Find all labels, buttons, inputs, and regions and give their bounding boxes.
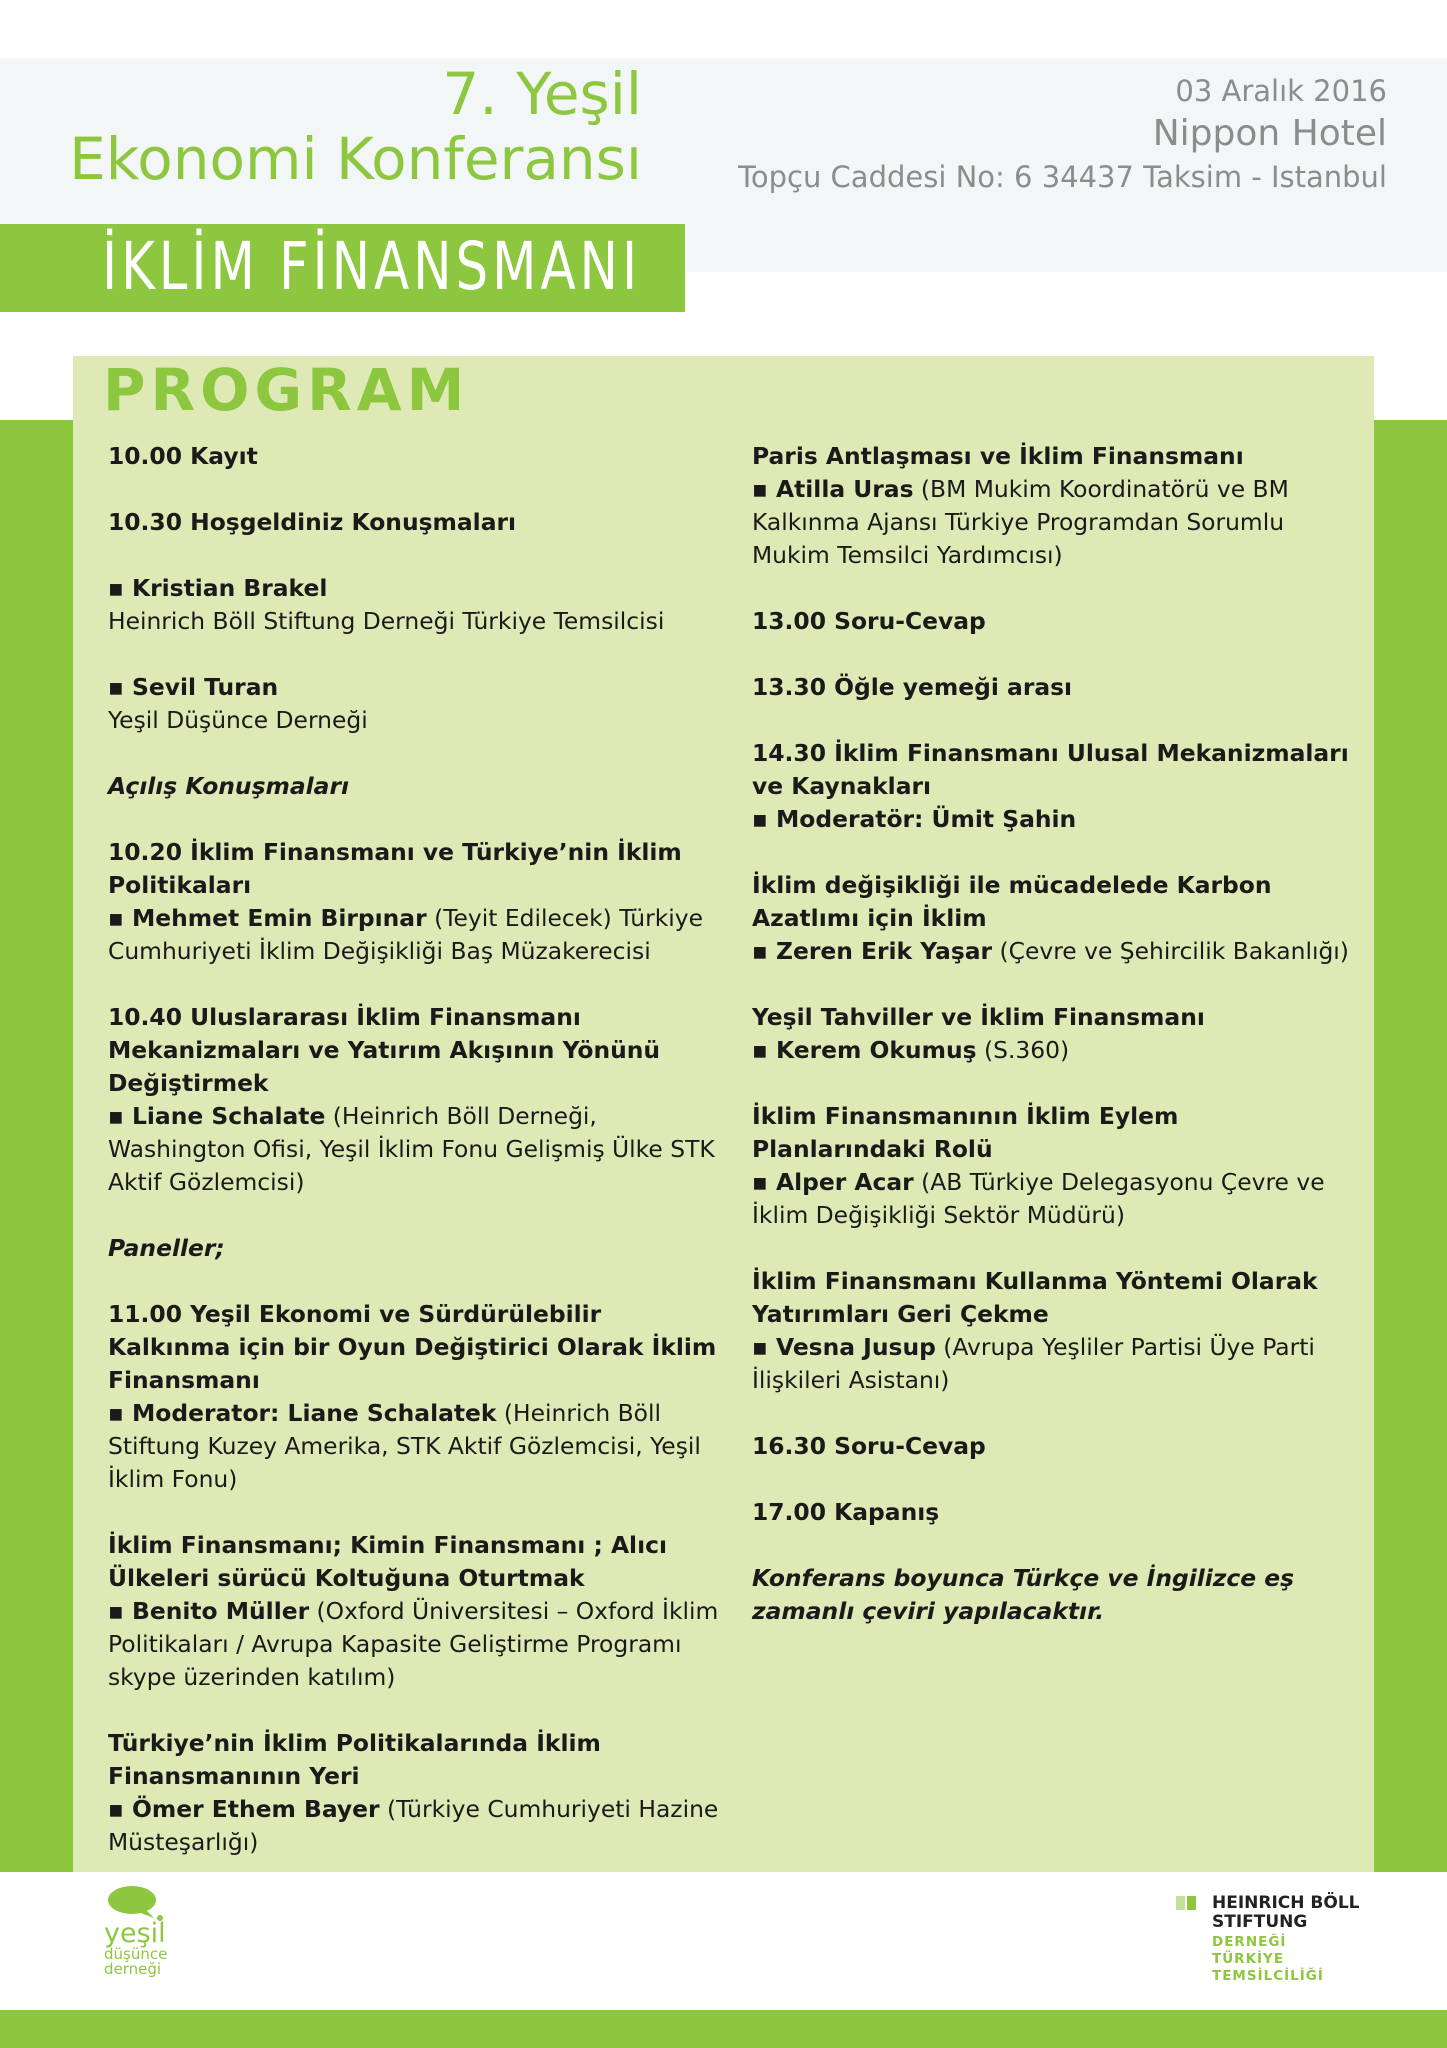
speaker-name: ▪ Atilla Uras xyxy=(752,475,914,503)
session-title: 10.40 Uluslararası İklim Finansmanı Mekanizmaları ve Yatırım Akışının Yönünü Değiştirmek xyxy=(108,1003,661,1097)
section-label: Açılış Konuşmaları xyxy=(108,772,350,800)
speaker-role: (Teyit Edilecek) Türkiye Cumhuriyeti İklim Değişikliği Baş Müzakerecisi xyxy=(108,904,704,965)
session-title: İklim değişikliği ile mücadelede Karbon Azatlımı için İklim xyxy=(752,871,1272,932)
logo-text-dernegi: derneği xyxy=(104,1960,162,1978)
session-speaker xyxy=(108,902,728,968)
session-title: Türkiye’nin İklim Politikalarında İklim Finansmanının Yeri xyxy=(108,1729,601,1790)
program-panel xyxy=(73,356,1374,1872)
session-speaker xyxy=(752,1034,1352,1067)
speaker-name: ▪ Moderator: Liane Schalatek xyxy=(108,1399,497,1427)
session-title: 11.00 Yeşil Ekonomi ve Sürdürülebilir Kalkınma için bir Oyun Değiştirici Olarak İklim Finansmanı xyxy=(108,1300,717,1394)
session-speaker xyxy=(752,473,1352,572)
theme-banner-text: İKLİM FİNANSMANI xyxy=(101,228,641,305)
session-speaker xyxy=(108,1595,728,1694)
hbs-name-line2: STIFTUNG xyxy=(1212,1912,1308,1932)
logo-text-dusunce: düşünce xyxy=(104,1945,168,1963)
section-label: Paneller; xyxy=(108,1234,225,1262)
program-heading: PROGRAM xyxy=(103,356,470,424)
hbs-name-line1: HEINRICH BÖLL xyxy=(1212,1893,1360,1913)
session-moderator: ▪ Moderatör: Ümit Şahin xyxy=(752,805,1077,833)
agenda-item: 10.00 Kayıt xyxy=(108,442,258,470)
agenda-item: 13.30 Öğle yemeği arası xyxy=(752,673,1073,701)
session-speaker xyxy=(752,1166,1352,1232)
speaker-role: Heinrich Böll Stiftung Derneği Türkiye Temsilcisi xyxy=(108,607,665,635)
speaker-name: ▪ Sevil Turan xyxy=(108,673,279,701)
hbs-sub-line1: DERNEĞİ xyxy=(1212,1934,1287,1950)
program-column-right xyxy=(752,440,1352,1661)
agenda-item: 10.30 Hoşgeldiniz Konuşmaları xyxy=(108,508,517,536)
theme-banner xyxy=(0,224,685,312)
logo-text-yesil: yeşil xyxy=(104,1918,166,1949)
event-venue: Nippon Hotel xyxy=(1152,113,1387,155)
event-date: 03 Aralık 2016 xyxy=(1175,74,1387,108)
agenda-session xyxy=(108,1529,728,1694)
heinrich-boll-logo xyxy=(1176,1894,1376,1994)
session-speaker xyxy=(108,1397,728,1496)
hbs-sub-line2: TÜRKİYE xyxy=(1212,1951,1285,1967)
speaker-name: ▪ Kristian Brakel xyxy=(108,574,328,602)
agenda-item: 13.00 Soru-Cevap xyxy=(752,607,986,635)
hbs-name xyxy=(1212,1894,1360,1932)
agenda-session xyxy=(752,1001,1352,1067)
event-address: Topçu Caddesi No: 6 34437 Taksim - Istanbul xyxy=(738,159,1387,194)
speaker-role: (Oxford Üniversitesi – Oxford İklim Politikaları / Avrupa Kapasite Geliştirme Programı skype üzerinden katılım) xyxy=(108,1597,719,1691)
session-title: Yeşil Tahviller ve İklim Finansmanı xyxy=(752,1003,1205,1031)
agenda-session xyxy=(752,440,1352,572)
agenda-session xyxy=(752,869,1352,968)
session-title: 14.30 İklim Finansmanı Ulusal Mekanizmaları ve Kaynakları xyxy=(752,739,1349,800)
session-speaker xyxy=(108,1100,728,1199)
speaker-entry xyxy=(108,671,728,737)
hbs-subtitle xyxy=(1212,1934,1324,1985)
session-title: İklim Finansmanı; Kimin Finansmanı ; Alıcı Ülkeleri sürücü Koltuğuna Oturtmak xyxy=(108,1531,667,1592)
session-title: Paris Antlaşması ve İklim Finansmanı xyxy=(752,442,1244,470)
speaker-name: ▪ Kerem Okumuş xyxy=(752,1036,977,1064)
speaker-name: ▪ Mehmet Emin Birpınar xyxy=(108,904,427,932)
agenda-item: 17.00 Kapanış xyxy=(752,1498,940,1526)
agenda-session xyxy=(752,1265,1352,1397)
speaker-name: ▪ Ömer Ethem Bayer xyxy=(108,1795,380,1823)
session-speaker xyxy=(752,935,1352,968)
agenda-session xyxy=(108,1298,728,1496)
hbs-squares-icon xyxy=(1176,1896,1206,1912)
speaker-role: Yeşil Düşünce Derneği xyxy=(108,706,368,734)
speaker-name: ▪ Alper Acar xyxy=(752,1168,914,1196)
speaker-role: (Avrupa Yeşliler Partisi Üye Parti İlişkileri Asistanı) xyxy=(752,1333,1315,1394)
speaker-role: (S.360) xyxy=(976,1036,1070,1064)
session-speaker xyxy=(108,1793,728,1859)
speaker-role: (Heinrich Böll Stiftung Kuzey Amerika, STK Aktif Gözlemcisi, Yeşil İklim Fonu) xyxy=(108,1399,701,1493)
speaker-entry xyxy=(108,572,728,638)
hbs-sub-line3: TEMSİLCİLİĞİ xyxy=(1212,1968,1324,1984)
speaker-role: (BM Mukim Koordinatörü ve BM Kalkınma Ajansı Türkiye Programdan Sorumlu Mukim Temsilci Yardımcısı) xyxy=(752,475,1289,569)
event-info xyxy=(738,72,1387,196)
speaker-name: ▪ Vesna Jusup xyxy=(752,1333,936,1361)
speaker-role: (Heinrich Böll Derneği, Washington Ofisi, Yeşil İklim Fonu Gelişmiş Ülke STK Aktif Gözlemcisi) xyxy=(108,1102,715,1196)
speaker-role: (Türkiye Cumhuriyeti Hazine Müsteşarlığı) xyxy=(108,1795,719,1856)
yesil-dusunce-logo xyxy=(104,1884,174,2004)
agenda-session xyxy=(752,1100,1352,1232)
session-title: İklim Finansmanı Kullanma Yöntemi Olarak Yatırımları Geri Çekme xyxy=(752,1267,1318,1328)
session-speaker xyxy=(752,1331,1352,1397)
session-title: İklim Finansmanının İklim Eylem Planlarındaki Rolü xyxy=(752,1102,1179,1163)
agenda-item: 16.30 Soru-Cevap xyxy=(752,1432,986,1460)
program-column-left xyxy=(108,440,728,1892)
conference-title xyxy=(0,62,642,192)
speaker-role: (Çevre ve Şehircilik Bakanlığı) xyxy=(992,937,1349,965)
translation-note: Konferans boyunca Türkçe ve İngilizce eş zamanlı çeviri yapılacaktır. xyxy=(752,1564,1295,1625)
speaker-name: ▪ Zeren Erik Yaşar xyxy=(752,937,993,965)
title-line-2: Ekonomi Konferansı xyxy=(69,124,642,193)
speaker-name: ▪ Liane Schalate xyxy=(108,1102,326,1130)
agenda-session xyxy=(752,737,1352,836)
agenda-session xyxy=(108,1001,728,1199)
agenda-session xyxy=(108,836,728,968)
session-title: 10.20 İklim Finansmanı ve Türkiye’nin İklim Politikaları xyxy=(108,838,682,899)
title-line-1: 7. Yeşil xyxy=(442,60,642,128)
agenda-session xyxy=(108,1727,728,1859)
speaker-role: (AB Türkiye Delegasyonu Çevre ve İklim Değişikliği Sektör Müdürü) xyxy=(752,1168,1325,1229)
speaker-name: ▪ Benito Müller xyxy=(108,1597,310,1625)
